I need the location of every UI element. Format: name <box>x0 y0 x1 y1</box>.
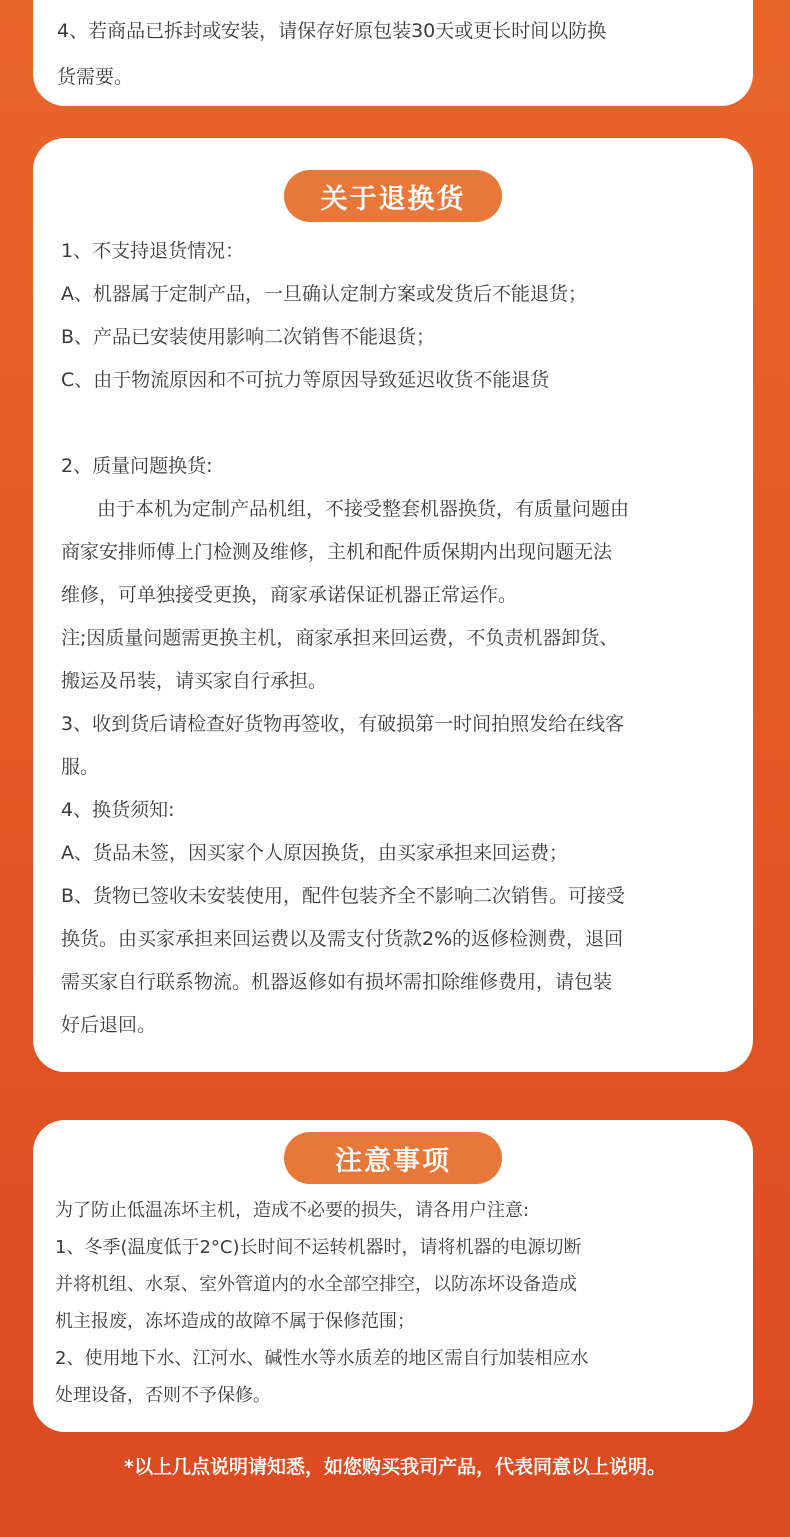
text-line: 处理设备，否则不予保修。 <box>55 1385 271 1406</box>
text-line: 机主报废，冻坏造成的故障不属于保修范围； <box>55 1311 415 1332</box>
text-line: 为了防止低温冻坏主机，造成不必要的损失，请各用户注意: <box>55 1200 530 1221</box>
return-exchange-title: 关于退换货 <box>284 170 502 222</box>
notice-body <box>55 1192 741 1414</box>
text-line: 1、不支持退货情况： <box>61 240 245 262</box>
return-exchange-card <box>33 138 753 1072</box>
text-line: 并将机组、水泵、室外管道内的水全部空排空，以防冻坏设备造成 <box>55 1274 577 1295</box>
text-line: 搬运及吊装，请买家自行承担。 <box>61 670 328 692</box>
text-line: 维修，可单独接受更换，商家承诺保证机器正常运作。 <box>61 584 518 606</box>
notice-card <box>33 1120 753 1432</box>
text-line: A、货品未签，因买家个人原因换货，由买家承担来回运费； <box>61 842 568 864</box>
spacer <box>61 402 739 445</box>
text-line: A、机器属于定制产品，一旦确认定制方案或发货后不能退货； <box>61 283 587 305</box>
text-line: 注;因质量问题需更换主机，商家承担来回运费，不负责机器卸货、 <box>61 627 619 649</box>
text-line: 3、收到货后请检查好货物再签收，有破损第一时间拍照发给在线客 <box>61 713 625 735</box>
text-line: 好后退回。 <box>61 1014 157 1036</box>
text-line: 2、使用地下水、江河水、碱性水等水质差的地区需自行加装相应水 <box>55 1348 589 1369</box>
text-line: 换货。由买家承担来回运费以及需支付货款2%的返修检测费，退回 <box>61 928 624 950</box>
text-line: 2、质量问题换货: <box>61 455 213 477</box>
text-line: 1、冬季(温度低于2°C)长时间不运转机器时，请将机器的电源切断 <box>55 1237 582 1258</box>
text-line: 商家安排师傅上门检测及维修，主机和配件质保期内出现问题无法 <box>61 541 613 563</box>
footer-disclaimer: *以上几点说明请知悉，如您购买我司产品，代表同意以上说明。 <box>124 1456 666 1478</box>
notice-title: 注意事项 <box>284 1132 502 1184</box>
text-line: B、产品已安装使用影响二次销售不能退货； <box>61 326 436 348</box>
text-line: C、由于物流原因和不可抗力等原因导致延迟收货不能退货 <box>61 369 550 391</box>
text-line: 由于本机为定制产品机组，不接受整套机器换货，有质量问题由 <box>97 498 630 520</box>
top-card <box>33 0 753 106</box>
text-line: 需买家自行联系物流。机器返修如有损坏需扣除维修费用，请包装 <box>61 971 613 993</box>
text-line: 4、换货须知: <box>61 799 175 821</box>
text-line: 服。 <box>61 756 100 778</box>
text-line: B、货物已签收未安装使用，配件包装齐全不影响二次销售。可接受 <box>61 885 626 907</box>
top-card-line: 4、若商品已拆封或安装，请保存好原包装30天或更长时间以防换 <box>57 20 607 42</box>
return-exchange-body <box>61 230 739 1047</box>
top-card-line: 货需要。 <box>57 66 134 88</box>
